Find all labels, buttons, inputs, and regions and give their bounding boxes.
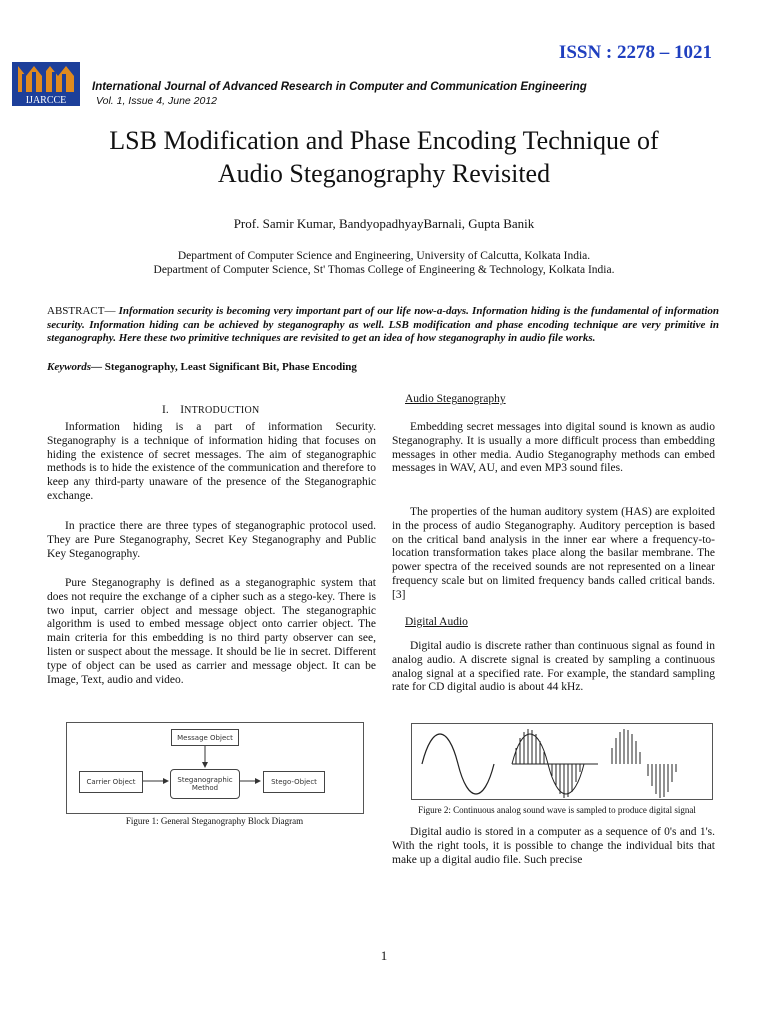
affiliation-2: Department of Computer Science, St' Thomas College of Engineering & Technology, Kolkata India. <box>153 264 615 276</box>
authors: Prof. Samir Kumar, BandyopadhyayBarnali, Gupta Banik <box>233 216 535 231</box>
subheading-digital-audio: Digital Audio <box>405 616 468 628</box>
journal-logo <box>12 62 80 106</box>
logo-text: IJARCCE <box>25 95 67 106</box>
stego-object-box: Stego-Object <box>263 771 325 793</box>
digital-audio-paragraph-2: Digital audio is stored in a computer as a sequence of 0's and 1's. With the right tools, it is possible to change the individual bits that make up a digital audio file. Such precise <box>392 826 715 866</box>
intro-paragraph-1: Information hiding is a part of information Security. Steganography is a technique of information hiding that focuses on hiding the existence of secret messages. The aim of steganographic methods is to hide the existence of the communication and therefore to keep any third-party unaware of the presence of the Steganographic exchange. <box>47 421 376 502</box>
steganographic-method-box: Steganographic Method <box>170 769 240 799</box>
section-first-letter: I <box>180 404 185 416</box>
section-heading-introduction <box>162 404 260 416</box>
digital-audio-paragraph-1: Digital audio is discrete rather than continuous signal as found in analog audio. A discrete signal is created by sampling a continuous analog signal at a specified rate. For example, the standard sampling rate for CD digital audio is about 44 kHz. <box>392 640 715 694</box>
abstract <box>47 305 719 346</box>
section-number: I. <box>162 404 169 416</box>
page-number: 1 <box>380 948 388 963</box>
figure-2-waveforms <box>411 723 713 800</box>
subheading-audio-steganography: Audio Steganography <box>405 393 506 405</box>
audio-paragraph-2: The properties of the human auditory system (HAS) are exploited in the process of audio Steganography. Auditory perception is based on the critical band analysis in the inner ear where a frequency-to-location transformation takes place along the basilar membrane. The power spectra of the received sounds are not represented on a linear frequency scale but on limited frequency bands called critical bands. [3] <box>392 506 715 601</box>
title-line-2: Audio Steganography Revisited <box>217 159 551 188</box>
keywords-label: Keywords <box>47 361 91 373</box>
journal-volume: Vol. 1, Issue 4, June 2012 <box>96 95 218 107</box>
carrier-object-box: Carrier Object <box>79 771 143 793</box>
figure-2-caption: Figure 2: Continuous analog sound wave is sampled to produce digital signal <box>418 805 696 815</box>
issn-label: ISSN : 2278 – 1021 <box>558 42 712 63</box>
audio-paragraph-1: Embedding secret messages into digital sound is known as audio Steganography. It is usually a more difficult process than embedding messages in other media. Audio Steganography methods can embed messages in WAV, AU, and even MP3 sound files. <box>392 421 715 475</box>
message-object-box: Message Object <box>171 729 239 746</box>
abstract-text: Information security is becoming very important part of our life now-a-days. Information hiding is the fundamental of information security. Information hiding can be achieved by steganography as well. LSB modification and phase encoding technique are very primitive in steganography. Here these two primitive techniques are revisited to get an idea of how steganography in audio file works. <box>47 305 719 344</box>
figure-1-diagram <box>66 722 364 814</box>
abstract-label: ABSTRACT— <box>47 305 116 317</box>
section-rest: NTRODUCTION <box>184 405 260 416</box>
sampled-wave <box>512 729 598 798</box>
digital-samples <box>612 729 676 798</box>
analog-wave <box>422 734 494 794</box>
affiliation-1: Department of Computer Science and Engineering, University of Calcutta, Kolkata India. <box>177 250 591 262</box>
intro-paragraph-2: In practice there are three types of steganographic protocol used. They are Pure Steganography, Secret Key Steganography and Public Key Steganography. <box>47 520 376 560</box>
figure-2-svg <box>412 724 712 799</box>
keywords-text: — Steganography, Least Significant Bit, Phase Encoding <box>91 361 357 373</box>
paper-title <box>0 124 768 190</box>
title-line-1: LSB Modification and Phase Encoding Technique of <box>109 126 659 155</box>
figure-1-caption: Figure 1: General Steganography Block Diagram <box>125 816 304 826</box>
journal-name: International Journal of Advanced Research in Computer and Communication Engineering <box>92 81 587 93</box>
keywords <box>47 361 357 373</box>
intro-paragraph-3: Pure Steganography is defined as a steganographic system that does not require the exchange of a cipher such as a stego-key. There is two input, carrier object and message object. The steganographic algorithm is used to embed message object onto carrier object. The main criteria for this embedding is no third party observer can see, listen or suspect about the message. It should be lie in secret. Different type of object can be used as carrier and message object. It can be Image, Text, audio and video. <box>47 577 376 686</box>
